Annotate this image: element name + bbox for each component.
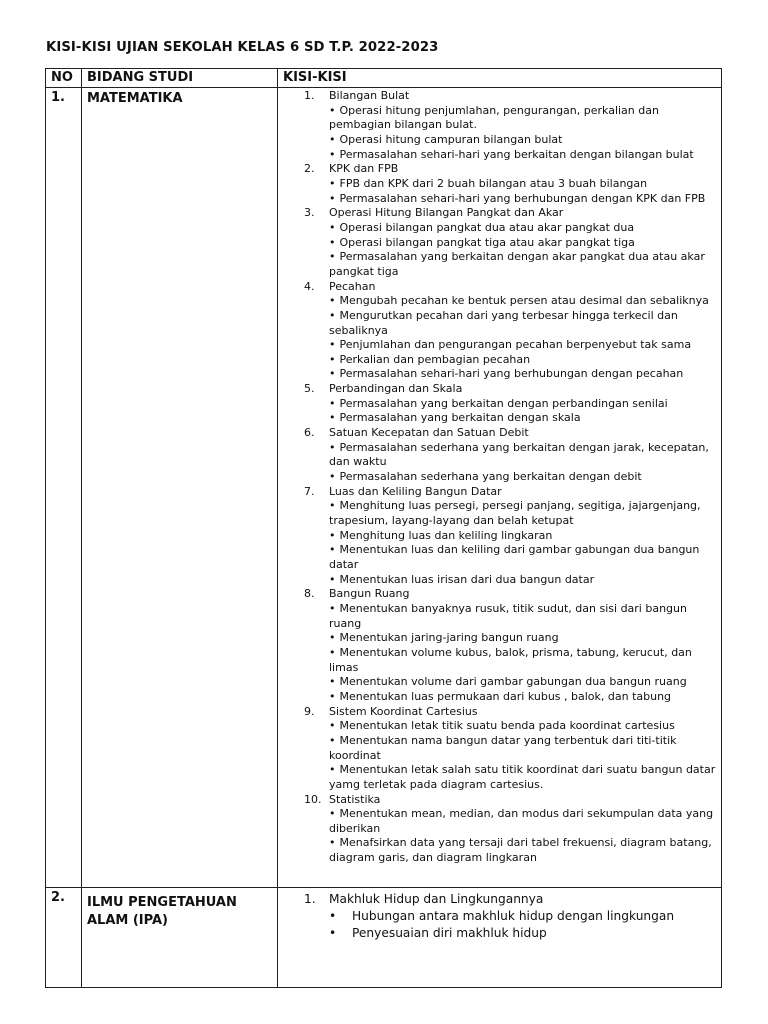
topic-name: Operasi Hitung Bilangan Pangkat dan Akar [329,206,564,220]
subtopic-item: • Permasalahan sehari-hari yang berhubungan dengan pecahan [329,367,684,381]
topic-list [278,89,721,866]
topic-name: Bilangan Bulat [329,89,410,102]
topic-name: Makhluk Hidup dan Lingkungannya [329,891,544,906]
row-number: 2. [46,887,82,987]
subject-name: ILMU PENGETAHUAN ALAM (IPA) [82,887,278,987]
subtopic-item: • Hubungan antara makhluk hidup dengan lingkungan [329,908,675,923]
topic-name: Pecahan [329,279,376,293]
subtopic-item: • Menentukan luas irisan dari dua bangun datar [329,572,595,586]
subtopic-item: • Operasi hitung penjumlahan, pengurangan, perkalian dan pembagian bilangan bulat. [329,103,659,132]
subtopic-list [329,294,721,382]
subtopic-item: • Operasi bilangan pangkat dua atau akar pangkat dua [329,220,635,234]
row-number: 1. [46,88,82,888]
subtopic-item: • Penyesuaian diri makhluk hidup [329,925,547,940]
topic-item: 3. Operasi Hitung Bilangan Pangkat dan Akar • Operasi bilangan pangkat dua atau akar pangkat dua • Operasi bilangan pangkat tiga atau akar pangkat tiga • Permasalahan yang berkaitan dengan akar pangkat dua atau akar pangkat tiga [278,206,721,279]
subtopic-item: • Menentukan letak salah satu titik koordinat dari suatu bangun datar yamg terletak pada diagram cartesius. [329,763,716,791]
topic-item: 1. Bilangan Bulat • Operasi hitung penjumlahan, pengurangan, perkalian dan pembagian bilangan bulat. • Operasi hitung campuran bilangan bulat • Permasalahan sehari-hari yang berkaitan dengan bilangan bulat [278,89,721,162]
subtopic-item: • Menentukan luas dan keliling dari gambar gabungan dua bangun datar [329,543,700,571]
subtopic-list [329,177,721,206]
subtopic-item: • Menentukan nama bangun datar yang terbentuk dari titi-titik koordinat [329,733,677,762]
topic-item: 6. Satuan Kecepatan dan Satuan Debit • Permasalahan sederhana yang berkaitan dengan jarak, kecepatan, dan waktu • Permasalahan sederhana yang berkaitan dengan debit [278,426,721,485]
subtopic-item: • Mengubah pecahan ke bentuk persen atau desimal dan sebaliknya [329,294,709,308]
subtopic-item: • Menghitung luas dan keliling lingkaran [329,528,553,542]
subtopic-item: • Menentukan mean, median, dan modus dari sekumpulan data yang diberikan [329,807,714,835]
subtopic-item: • Operasi hitung campuran bilangan bulat [329,132,563,146]
subject-name: MATEMATIKA [82,88,278,888]
subtopic-item: • Mengurutkan pecahan dari yang terbesar hingga terkecil dan sebaliknya [329,308,678,337]
topic-item: 4. Pecahan • Mengubah pecahan ke bentuk persen atau desimal dan sebaliknya • Mengurutkan pecahan dari yang terbesar hingga terkecil dan sebaliknya • Penjumlahan dan pengurangan pecahan berpenyebut tak sama • Perkalian dan pembagian pecahan • Permasalahan sehari-hari yang berhubungan dengan pecahan [278,280,721,383]
kisi-kisi-table [45,68,722,988]
subtopic-list [329,807,721,866]
topic-item: 2. KPK dan FPB • FPB dan KPK dari 2 buah bilangan atau 3 buah bilangan • Permasalahan sehari-hari yang berhubungan dengan KPK dan FPB [278,162,721,206]
header-bidang-studi: BIDANG STUDI [82,69,278,88]
subtopic-list [329,221,721,280]
subtopic-list [329,719,721,792]
header-kisi-kisi: KISI-KISI [278,69,722,88]
topic-name: Luas dan Keliling Bangun Datar [329,484,502,498]
subtopic-item: • Menafsirkan data yang tersaji dari tabel frekuensi, diagram batang, diagram garis, dan diagram lingkaran [329,836,712,865]
topic-name: Perbandingan dan Skala [329,382,463,396]
subtopic-item: • Menghitung luas persegi, persegi panjang, segitiga, jajargenjang, trapesium, layang-layang dan belah ketupat [329,499,701,528]
subtopic-item: • Permasalahan yang berkaitan dengan perbandingan senilai [329,396,668,410]
topic-name: KPK dan FPB [329,162,399,176]
subtopic-item: • Menentukan letak titik suatu benda pada koordinat cartesius [329,719,675,733]
subtopic-item: • Penjumlahan dan pengurangan pecahan berpenyebut tak sama [329,338,692,352]
document-title: KISI-KISI UJIAN SEKOLAH KELAS 6 SD T.P. 2022-2023 [46,40,439,55]
topic-name: Satuan Kecepatan dan Satuan Debit [329,426,529,440]
subtopic-item: • Operasi bilangan pangkat tiga atau akar pangkat tiga [329,235,635,249]
kisi-list [278,88,722,888]
subtopic-item: • Permasalahan sederhana yang berkaitan dengan jarak, kecepatan, dan waktu [329,440,709,469]
subtopic-list [329,104,721,163]
table-row-ipa [46,887,722,987]
topic-item: 1. Makhluk Hidup dan Lingkungannya [304,891,544,906]
topic-name: Statistika [329,792,381,806]
subtopic-item: • Permasalahan sederhana yang berkaitan dengan debit [329,470,642,484]
topic-item: 9. Sistem Koordinat Cartesius • Menentukan letak titik suatu benda pada koordinat cartesius • Menentukan nama bangun datar yang terbentuk dari titi-titik koordinat • Menentukan letak salah satu titik koordinat dari suatu bangun datar yamg terletak pada diagram cartesius. [278,705,721,793]
subtopic-item: • Menentukan jaring-jaring bangun ruang [329,631,559,645]
subtopic-list [329,602,721,705]
subtopic-item: • Menentukan luas permukaan dari kubus , balok, dan tabung [329,689,672,703]
subtopic-item: • Menentukan volume dari gambar gabungan dua bangun ruang [329,675,687,689]
topic-name: Bangun Ruang [329,587,410,601]
subtopic-item: • Permasalahan yang berkaitan dengan akar pangkat dua atau akar pangkat tiga [329,250,705,278]
subtopic-item: • Menentukan volume kubus, balok, prisma, tabung, kerucut, dan limas [329,645,692,674]
subtopic-item: • FPB dan KPK dari 2 buah bilangan atau 3 buah bilangan [329,176,648,190]
header-no: NO [46,69,82,88]
table-row-matematika [46,88,722,888]
subtopic-list [329,441,721,485]
subtopic-item: • Permasalahan sehari-hari yang berkaitan dengan bilangan bulat [329,147,694,161]
subtopic-item: • Perkalian dan pembagian pecahan [329,352,531,366]
kisi-list [278,887,722,987]
subtopic-item: • Menentukan banyaknya rusuk, titik sudut, dan sisi dari bangun ruang [329,601,687,630]
subtopic-list [329,397,721,426]
subtopic-item: • Permasalahan yang berkaitan dengan skala [329,411,581,425]
topic-item: 5. Perbandingan dan Skala • Permasalahan yang berkaitan dengan perbandingan senilai • Permasalahan yang berkaitan dengan skala [278,382,721,426]
subtopic-item: • Permasalahan sehari-hari yang berhubungan dengan KPK dan FPB [329,191,706,205]
topic-item: 8. Bangun Ruang • Menentukan banyaknya rusuk, titik sudut, dan sisi dari bangun ruang • Menentukan jaring-jaring bangun ruang • Menentukan volume kubus, balok, prisma, tabung, kerucut, dan limas • Menentukan volume dari gambar gabungan dua bangun ruang • Menentukan luas permukaan dari kubus , balok, dan tabung [278,587,721,704]
subtopic-list [329,499,721,587]
topic-item: 10. Statistika • Menentukan mean, median, dan modus dari sekumpulan data yang diberikan • Menafsirkan data yang tersaji dari tabel frekuensi, diagram batang, diagram garis, dan diagram lingkaran [278,793,721,866]
subtopic-list [278,908,721,942]
topic-item: 7. Luas dan Keliling Bangun Datar • Menghitung luas persegi, persegi panjang, segitiga, jajargenjang, trapesium, layang-layang dan belah ketupat • Menghitung luas dan keliling lingkaran • Menentukan luas dan keliling dari gambar gabungan dua bangun datar • Menentukan luas irisan dari dua bangun datar [278,485,721,588]
topic-name: Sistem Koordinat Cartesius [329,704,478,718]
table-header-row [46,69,722,88]
